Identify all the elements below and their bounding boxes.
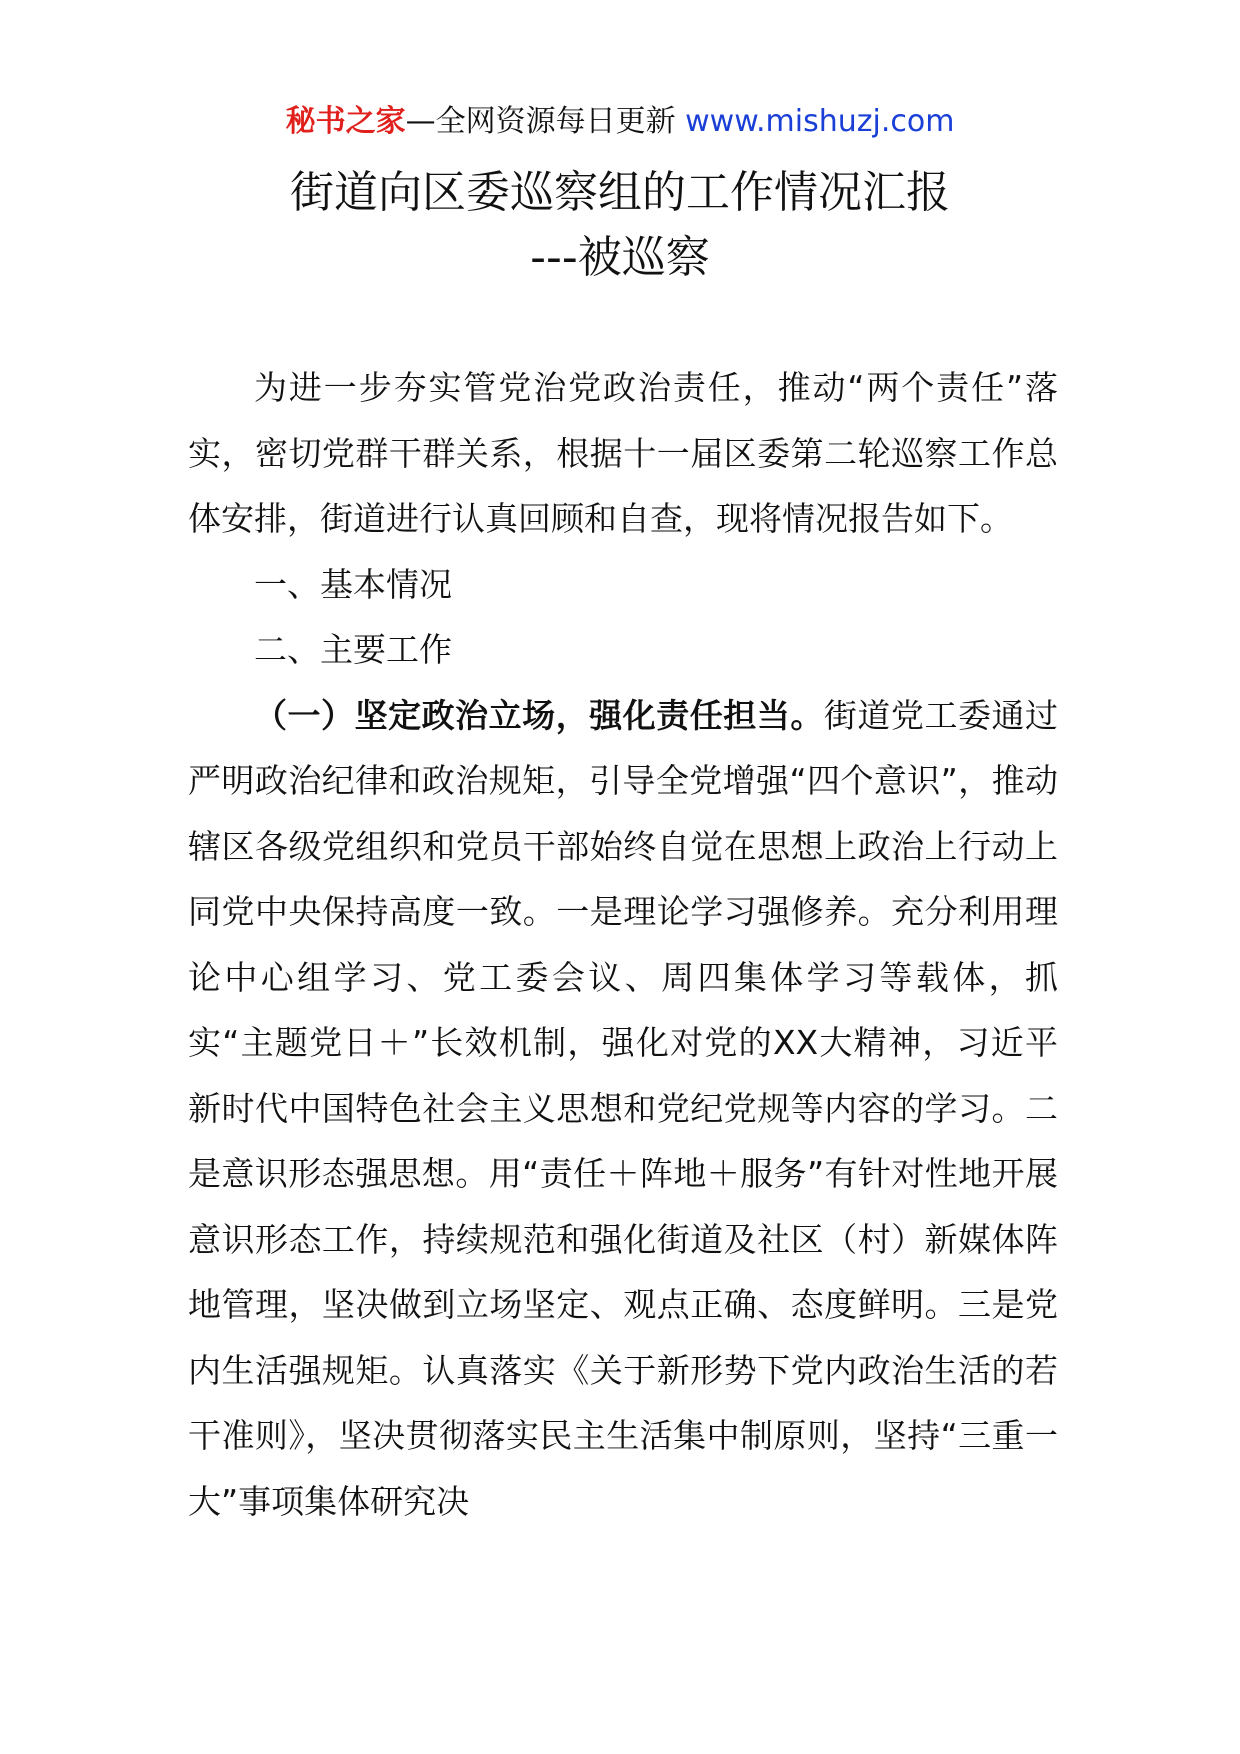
document-title: 街道向区委巡察组的工作情况汇报 [290,167,950,218]
site-header [0,100,1240,144]
document-body [188,355,1058,1534]
section1-paragraph [188,683,1058,1535]
section-heading-main-work: 二、主要工作 [254,630,452,669]
section1-title: （一）坚定政治立场，强化责任担当。 [254,695,824,735]
section-heading-basic: 一、基本情况 [254,564,452,604]
document-subtitle: ---被巡察 [530,232,710,283]
site-brand: 秘书之家 [285,104,406,139]
site-tagline: —全网资源每日更新 [405,104,686,139]
intro-paragraph: 为进一步夯实管党治党政治责任，推动“两个责任”落实，密切党群干群关系，根据十一届区委第二轮巡察工作总体安排，街道进行认真回顾和自查，现将情况报告如下。 [188,368,1058,538]
site-url-link[interactable]: www.mishuzj.com [685,104,955,139]
section1-body: 街道党工委通过严明政治纪律和政治规矩，引导全党增强“四个意识”，推动辖区各级党组织和党员干部始终自觉在思想上政治上行动上同党中央保持高度一致。一是理论学习强修养。充分利用理论中心组学习、党工委会议、周四集体学习等载体，抓实“主题党日＋”长效机制，强化对党的XX大精神，习近平新时代中国特色社会主义思想和党纪党规等内容的学习。二是意识形态强思想。用“责任＋阵地＋服务”有针对性地开展意识形态工作，持续规范和强化街道及社区（村）新媒体阵地管理，坚决做到立场坚定、观点正确、态度鲜明。三是党内生活强规矩。认真落实《关于新形势下党内政治生活的若干准则》，坚决贯彻落实民主生活集中制原则，坚持“三重一大”事项集体研究决 [188,695,1059,1521]
